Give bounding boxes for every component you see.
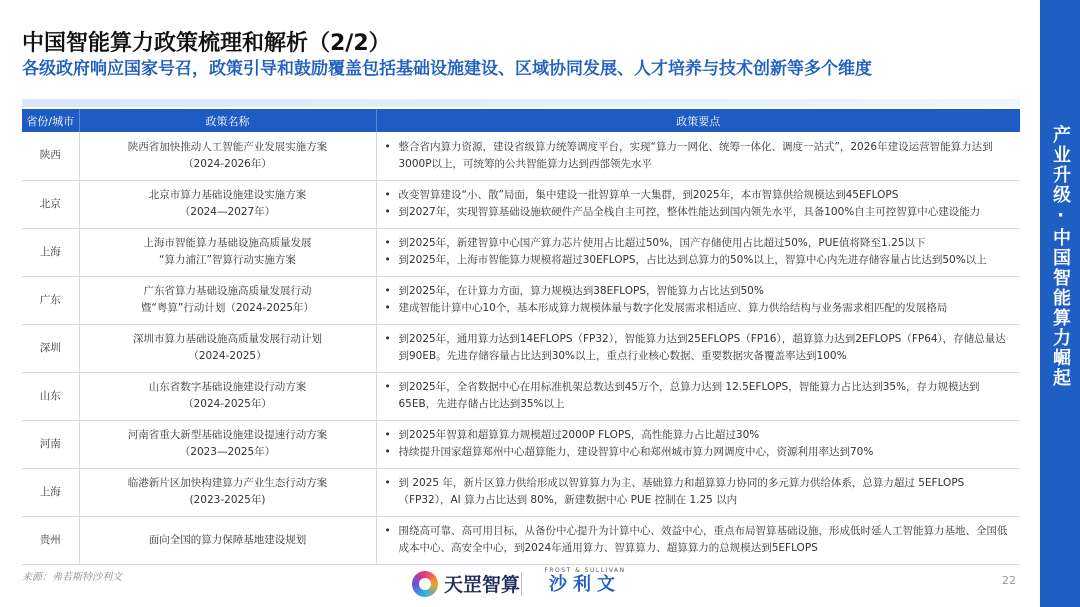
policy-point: • 到2025年，在计算力方面，算力规模达到38EFLOPS，智能算力占比达到50%	[383, 283, 1017, 300]
table-row	[22, 420, 1020, 468]
policy-points-cell	[376, 228, 1020, 276]
policy-point: • 到2025年，上海市智能算力规模将超过30EFLOPS，占比达到总算力的50%以上，智算中心内先进存储容量占比达到50%以上	[383, 252, 1017, 269]
city-cell: 贵州	[22, 516, 79, 564]
policy-name-cell	[79, 228, 376, 276]
policy-name-line: 山东省数字基础设施建设行动方案	[148, 381, 307, 393]
city-cell: 上海	[22, 468, 79, 516]
policy-name-line: （2024-2026年）	[183, 157, 272, 170]
policy-name-cell	[79, 180, 376, 228]
policy-points-list	[383, 187, 1017, 221]
table-row	[22, 276, 1020, 324]
policy-points-cell	[376, 516, 1020, 564]
policy-name-line: 临港新片区加快构建算力产业生态行动方案	[127, 477, 328, 489]
policy-point: • 到2025年，通用算力达到14EFLOPS（FP32），智能算力达到25EFLOPS（FP16），超算算力达到2EFLOPS（FP64），存储总量达到90EB。先进存储容量占比达到30%以上，重点行业核心数据、重要数据灾备覆盖率达到100%	[383, 331, 1017, 365]
table-row	[22, 468, 1020, 516]
policy-points-list	[383, 283, 1017, 317]
city-cell: 陕西	[22, 132, 79, 180]
policy-points-list	[383, 235, 1017, 269]
policy-name-cell	[79, 132, 376, 180]
policy-points-cell	[376, 468, 1020, 516]
policy-name-line: 面向全国的算力保障基地建设规划	[148, 533, 307, 546]
source-note: 来源：弗若斯特沙利文	[22, 572, 122, 583]
frost-sullivan-logo-chinese: 沙利文	[549, 574, 621, 595]
policy-name-cell	[79, 516, 376, 564]
policy-name-line: 深圳市算力基础设施高质量发展行动计划	[133, 333, 322, 345]
tiangang-logo-text: 天罡智算	[444, 574, 521, 596]
policy-points-cell	[376, 180, 1020, 228]
policy-name-line: 北京市算力基础设施建设实施方案	[148, 189, 307, 201]
header-divider	[22, 99, 1020, 107]
table-row	[22, 132, 1020, 180]
policy-points-list	[383, 523, 1017, 557]
policy-point: • 到2025年，新建智算中心国产算力芯片使用占比超过50%，国产存储使用占比超过50%，PUE值将降至1.25以下	[383, 235, 1017, 252]
column-header-city: 省份/城市	[22, 109, 79, 132]
policy-name-line: 上海市智能算力基础设施高质量发展	[143, 237, 312, 249]
table-row	[22, 372, 1020, 420]
city-cell: 广东	[22, 276, 79, 324]
policy-points-cell	[376, 276, 1020, 324]
policy-name-cell	[79, 372, 376, 420]
logo-separator	[521, 572, 522, 596]
policy-points-cell	[376, 324, 1020, 372]
city-cell: 山东	[22, 372, 79, 420]
column-header-policy-points: 政策要点	[376, 109, 1020, 132]
page-subtitle: 各级政府响应国家号召，政策引导和鼓励覆盖包括基础设施建设、区域协同发展、人才培养与技术创新等多个维度	[22, 59, 872, 79]
table-body	[22, 132, 1020, 564]
side-panel	[1040, 0, 1080, 607]
policy-point: • 围绕高可靠、高可用目标，从备份中心提升为计算中心、效益中心，重点布局智算基础设施，形成低时延人工智能算力基地、全国低成本中心、高安全中心，到2024年通用算力、智算算力、超算算力的总规模达到5EFLOPS	[383, 523, 1017, 557]
table-row	[22, 228, 1020, 276]
policy-name-cell	[79, 468, 376, 516]
table-row	[22, 324, 1020, 372]
policy-points-list	[383, 475, 1017, 509]
page-title: 中国智能算力政策梳理和解析（2/2）	[22, 31, 391, 56]
city-cell: 河南	[22, 420, 79, 468]
policy-points-list	[383, 139, 1017, 173]
policy-name-line: （2023—2025年）	[179, 446, 276, 458]
policy-points-list	[383, 427, 1017, 461]
side-panel-label: 产业升级·中国智能算力崛起	[1050, 125, 1071, 388]
frost-sullivan-logo	[530, 567, 640, 601]
policy-name-cell	[79, 420, 376, 468]
policy-name-line: 河南省重大新型基础设施建设提速行动方案	[127, 429, 328, 441]
page-number: 22	[1002, 574, 1016, 587]
policy-table	[22, 109, 1020, 565]
city-cell: 北京	[22, 180, 79, 228]
policy-name-line: （2024-2025年）	[183, 398, 272, 410]
tiangang-logo	[412, 570, 520, 597]
policy-name-cell	[79, 276, 376, 324]
table-row	[22, 180, 1020, 228]
policy-name-line: （2024-2025）	[188, 350, 267, 362]
column-header-policy-name: 政策名称	[79, 109, 376, 132]
policy-name-line: “算力浦江”智算行动实施方案	[159, 254, 296, 266]
policy-points-cell	[376, 132, 1020, 180]
city-cell: 深圳	[22, 324, 79, 372]
policy-point: • 持续提升国家超算郑州中心超算能力，建设智算中心和郑州城市算力网调度中心，资源利用率达到70%	[383, 444, 1017, 461]
table-row	[22, 516, 1020, 564]
policy-points-list	[383, 379, 1017, 413]
policy-point: • 改变智算建设“小、散”局面，集中建设一批智算单一大集群，到2025年，本市智算供给规模达到45EFLOPS	[383, 187, 1017, 204]
policy-point: • 到2025年智算和超算算力规模超过2000P FLOPS，高性能算力占比超过30%	[383, 427, 1017, 444]
frost-sullivan-logo-english: FROST & SULLIVAN	[544, 567, 626, 574]
policy-point: • 到 2025 年，新片区算力供给形成以智算算力为主、基础算力和超算算力协同的多元算力供给体系，总算力超过 5EFLOPS（FP32），AI 算力占比达到 80%，新建数据中心 PUE 控制在 1.25 以内	[383, 475, 1017, 509]
tiangang-logo-icon	[412, 571, 438, 597]
policy-points-cell	[376, 420, 1020, 468]
policy-name-line: 广东省算力基础设施高质量发展行动	[143, 285, 312, 297]
policy-name-line: 陕西省加快推动人工智能产业发展实施方案	[127, 140, 328, 153]
policy-name-line: 暨“粤算”行动计划（2024-2025年）	[140, 302, 315, 314]
city-cell: 上海	[22, 228, 79, 276]
policy-points-list	[383, 331, 1017, 365]
policy-point: • 整合省内算力资源，建设省级算力统筹调度平台，实现“算力一网化、统筹一体化、调度一站式”，2026年建设运营智能算力达到3000P以上，可统筹的公共智能算力达到西部领先水平	[383, 139, 1017, 173]
policy-point: • 建成智能计算中心10个，基本形成算力规模体量与数字化发展需求相适应、算力供给结构与业务需求相匹配的发展格局	[383, 300, 1017, 317]
policy-name-line: （2024—2027年）	[179, 206, 276, 218]
policy-name-cell	[79, 324, 376, 372]
policy-name-line: (2023-2025年)	[189, 494, 266, 506]
table-header-row	[22, 109, 1020, 132]
policy-point: • 到2025年，全省数据中心在用标准机架总数达到45万个，总算力达到 12.5EFLOPS，智能算力占比达到35%，存力规模达到65EB，先进存储占比达到35%以上	[383, 379, 1017, 413]
policy-points-cell	[376, 372, 1020, 420]
policy-point: • 到2027年，实现智算基础设施软硬件产品全栈自主可控，整体性能达到国内领先水平，具备100%自主可控智算中心建设能力	[383, 204, 1017, 221]
